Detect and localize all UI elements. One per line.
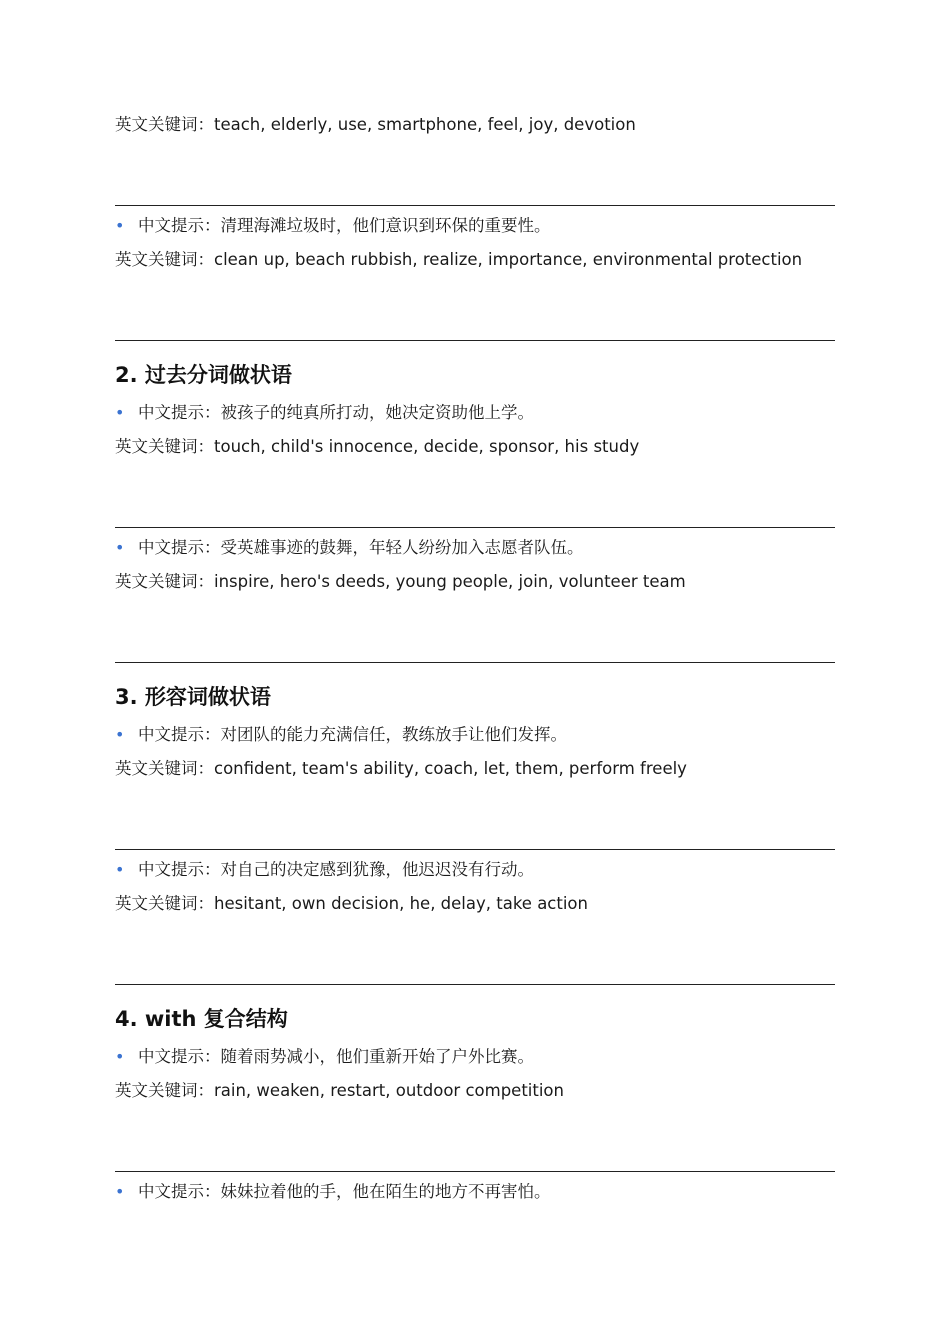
keywords-label: 英文关键词： — [115, 894, 214, 913]
keywords-label: 英文关键词： — [115, 572, 214, 591]
keywords-text: inspire, hero's deeds, young people, join, volunteer team — [214, 572, 686, 591]
divider — [115, 527, 835, 528]
keywords-label: 英文关键词： — [115, 1081, 214, 1100]
keywords-label: 英文关键词： — [115, 437, 214, 456]
hint-line — [115, 724, 567, 746]
bullet-icon: • — [115, 725, 125, 744]
hint-line — [115, 1181, 551, 1203]
hint-label: 中文提示： — [138, 860, 221, 879]
hint-text: 清理海滩垃圾时，他们意识到环保的重要性。 — [220, 216, 551, 235]
bullet-icon: • — [115, 1182, 125, 1201]
section-heading: 3. 形容词做状语 — [115, 685, 271, 709]
hint-text: 妹妹拉着他的手，他在陌生的地方不再害怕。 — [220, 1182, 551, 1201]
hint-text: 对自己的决定感到犹豫，他迟迟没有行动。 — [220, 860, 534, 879]
keywords-text: hesitant, own decision, he, delay, take action — [214, 894, 588, 913]
hint-line — [115, 537, 584, 559]
hint-label: 中文提示： — [138, 403, 221, 422]
keywords-line — [115, 114, 636, 136]
keywords-line — [115, 758, 687, 780]
keywords-line — [115, 249, 802, 271]
hint-label: 中文提示： — [138, 538, 221, 557]
keywords-text: rain, weaken, restart, outdoor competition — [214, 1081, 564, 1100]
bullet-icon: • — [115, 216, 125, 235]
hint-line — [115, 859, 534, 881]
hint-line — [115, 1046, 534, 1068]
divider — [115, 984, 835, 985]
keywords-label: 英文关键词： — [115, 115, 214, 134]
divider — [115, 1171, 835, 1172]
keywords-text: teach, elderly, use, smartphone, feel, joy, devotion — [214, 115, 636, 134]
hint-text: 受英雄事迹的鼓舞，年轻人纷纷加入志愿者队伍。 — [220, 538, 584, 557]
keywords-text: clean up, beach rubbish, realize, importance, environmental protection — [214, 250, 803, 269]
keywords-label: 英文关键词： — [115, 759, 214, 778]
section-heading: 4. with 复合结构 — [115, 1007, 288, 1031]
keywords-text: confident, team's ability, coach, let, them, perform freely — [214, 759, 687, 778]
hint-text: 随着雨势减小，他们重新开始了户外比赛。 — [220, 1047, 534, 1066]
keywords-label: 英文关键词： — [115, 250, 214, 269]
keywords-line — [115, 571, 686, 593]
hint-text: 被孩子的纯真所打动，她决定资助他上学。 — [220, 403, 534, 422]
keywords-text: touch, child's innocence, decide, sponsor, his study — [214, 437, 640, 456]
divider — [115, 340, 835, 341]
bullet-icon: • — [115, 538, 125, 557]
keywords-line — [115, 436, 639, 458]
divider — [115, 662, 835, 663]
divider — [115, 205, 835, 206]
hint-label: 中文提示： — [138, 216, 221, 235]
keywords-line — [115, 893, 588, 915]
hint-label: 中文提示： — [138, 725, 221, 744]
hint-label: 中文提示： — [138, 1182, 221, 1201]
hint-text: 对团队的能力充满信任，教练放手让他们发挥。 — [220, 725, 567, 744]
hint-line — [115, 402, 534, 424]
divider — [115, 849, 835, 850]
hint-line — [115, 215, 551, 237]
bullet-icon: • — [115, 1047, 125, 1066]
section-heading: 2. 过去分词做状语 — [115, 363, 292, 387]
bullet-icon: • — [115, 403, 125, 422]
keywords-line — [115, 1080, 564, 1102]
bullet-icon: • — [115, 860, 125, 879]
hint-label: 中文提示： — [138, 1047, 221, 1066]
